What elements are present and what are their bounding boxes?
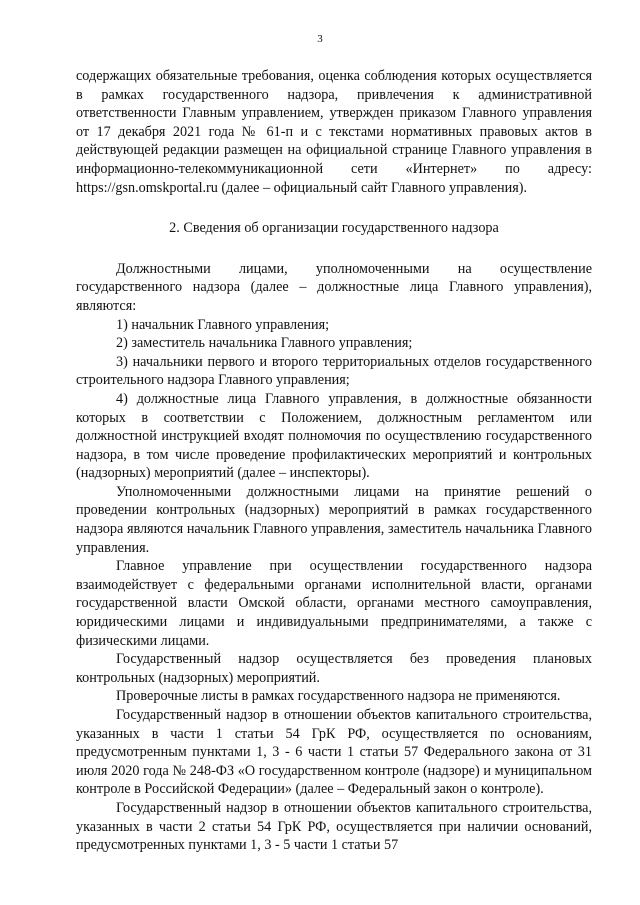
list-item: 2) заместитель начальника Главного управления; bbox=[116, 335, 413, 352]
continuation-paragraph: содержащих обязательные требования, оценка соблюдения которых осуществляется в рамках государственного надзора, привлечения к административной ответственности Главным управлением, утвержден приказом Главного управления от 17 декабря 2021 года № 61-п и с текстами нормативных правовых актов в действующей редакции размещен на официальной странице Главного управления в информационно-телекоммуникационной сети «Интернет» по адресу: https://gsn.omskportal.ru (далее – официальный сайт Главного управления). bbox=[76, 68, 592, 196]
list-item: 1) начальник Главного управления; bbox=[116, 316, 330, 333]
document-body bbox=[76, 67, 592, 855]
authorized-officials-paragraph: Уполномоченными должностными лицами на принятие решений о проведении контрольных (надзорных) мероприятий в рамках государственного надзора являются начальник Главного управления, заместитель начальника Главного управления. bbox=[76, 483, 592, 556]
no-planned-inspections-paragraph: Государственный надзор осуществляется без проведения плановых контрольных (надзорных) мероприятий. bbox=[76, 651, 592, 686]
checklists-paragraph: Проверочные листы в рамках государственного надзора не применяются. bbox=[116, 688, 561, 705]
list-item: 3) начальники первого и второго территориальных отделов государственного строительного надзора Главного управления; bbox=[76, 353, 592, 389]
interaction-paragraph: Главное управление при осуществлении государственного надзора взаимодействует с федеральными органами исполнительной власти, органами государственной власти Омской области, органами местного самоуправления, юридическими лицами и индивидуальными предпринимателями, а также с физическими лицами. bbox=[76, 558, 592, 649]
part1-supervision-paragraph: Государственный надзор в отношении объектов капитального строительства, указанных в части 1 статьи 54 ГрК РФ, осуществляется по основаниям, предусмотренным пунктами 1, 3 - 6 части 1 статьи 57 Федерального закона от 31 июля 2020 года № 248-ФЗ «О государственном контроле (надзоре) и муниципальном контроле в Российской Федерации» (далее – Федеральный закон о контроле). bbox=[76, 707, 592, 798]
section-heading: 2. Сведения об организации государственного надзора bbox=[169, 220, 499, 237]
list-item: 4) должностные лица Главного управления, в должностные обязанности которых в соответствии с Положением, должностным регламентом или должностной инструкцией входят полномочия по осуществлению государственного надзора, в том числе проведение профилактических мероприятий и контрольных (надзорных) мероприятий (далее – инспекторы). bbox=[76, 390, 592, 482]
page-number: 3 bbox=[317, 33, 323, 45]
part2-supervision-paragraph: Государственный надзор в отношении объектов капитального строительства, указанных в части 2 статьи 54 ГрК РФ, осуществляется при наличии оснований, предусмотренных пунктами 1, 3 - 5 части 1 статьи 57 bbox=[76, 799, 592, 854]
officials-intro-paragraph: Должностными лицами, уполномоченными на осуществление государственного надзора (далее – должностные лица Главного управления), являются: bbox=[76, 260, 592, 314]
